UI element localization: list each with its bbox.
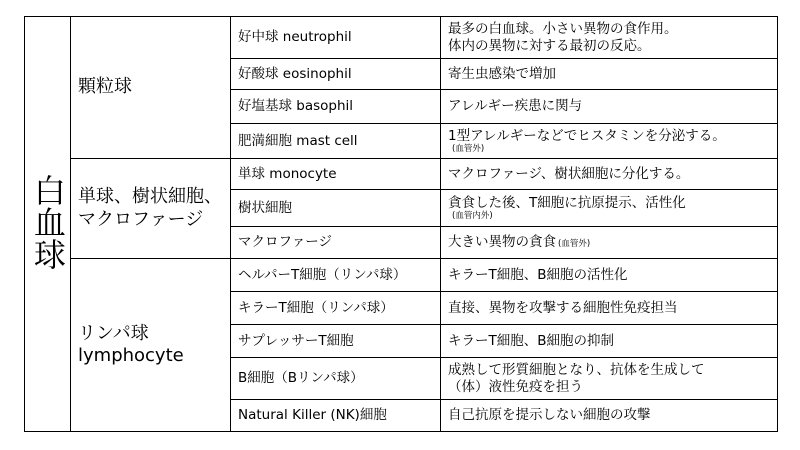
description-line: 1型アレルギーなどでヒスタミンを分泌する。 xyxy=(448,127,726,144)
group-granulocyte xyxy=(71,17,231,159)
cell-description xyxy=(441,190,778,227)
cell-type: 好酸球 eosinophil xyxy=(231,59,441,90)
group-label: 単球、樹状細胞、 xyxy=(78,186,222,207)
description-line: 直接、異物を攻撃する細胞性免疫担当 xyxy=(448,299,678,316)
location-note: (血管外) xyxy=(452,143,485,154)
white-blood-cell-table xyxy=(24,16,778,432)
description-line: （体）液性免疫を担う xyxy=(448,378,583,395)
description-line: アレルギー疾患に関与 xyxy=(448,98,583,115)
group-label: 顆粒球 xyxy=(78,76,132,98)
group-monocyte-dendritic-macrophage xyxy=(71,159,231,259)
cell-type: 好塩基球 basophil xyxy=(231,90,441,124)
cell-description xyxy=(441,59,778,90)
cell-type: Natural Killer (NK)細胞 xyxy=(231,400,441,432)
group-label: lymphocyte xyxy=(78,345,184,366)
description-line: 成熟して形質細胞となり、抗体を生成して xyxy=(448,361,705,378)
description-line: 自己抗原を提示しない細胞の攻撃 xyxy=(448,407,651,424)
cell-description xyxy=(441,124,778,159)
cell-description xyxy=(441,259,778,292)
location-note: (血管外) xyxy=(558,239,591,250)
cell-type: キラーT細胞（リンパ球） xyxy=(231,292,441,325)
cell-type: 好中球 neutrophil xyxy=(231,17,441,59)
cell-description xyxy=(441,325,778,358)
group-label: マクロファージ xyxy=(78,208,204,230)
description-line: 最多の白血球。小さい異物の食作用。 xyxy=(448,20,678,37)
description-line: 体内の異物に対する最初の反応。 xyxy=(448,37,651,54)
cell-type: サプレッサーT細胞 xyxy=(231,325,441,358)
cell-type: B細胞（Bリンパ球） xyxy=(231,358,441,400)
description-line: 貪食した後、T細胞に抗原提示、活性化 xyxy=(448,194,686,211)
cell-type: 肥満細胞 mast cell xyxy=(231,124,441,159)
cell-type: 単球 monocyte xyxy=(231,159,441,190)
cell-type: ヘルパーT細胞（リンパ球） xyxy=(231,259,441,292)
cell-type: 樹状細胞 xyxy=(231,190,441,227)
root-label: 白血球 xyxy=(28,173,67,270)
cell-description xyxy=(441,17,778,59)
cell-description xyxy=(441,358,778,400)
cell-type: マクロファージ xyxy=(231,227,441,259)
group-lymphocyte xyxy=(71,259,231,432)
description-line: キラーT細胞、B細胞の抑制 xyxy=(448,332,615,349)
description-line: マクロファージ、樹状細胞に分化する。 xyxy=(448,165,690,182)
cell-description xyxy=(441,159,778,190)
cell-description xyxy=(441,400,778,432)
cell-description xyxy=(441,227,778,259)
description-line: 大きい異物の貪食 xyxy=(448,234,556,251)
cell-description xyxy=(441,90,778,124)
location-note: (血管内外) xyxy=(452,210,493,221)
cell-description xyxy=(441,292,778,325)
description-line: 寄生虫感染で増加 xyxy=(448,65,556,82)
root-label-cell xyxy=(25,17,71,432)
description-line: キラーT細胞、B細胞の活性化 xyxy=(448,266,628,283)
group-label: リンパ球 xyxy=(78,322,149,344)
